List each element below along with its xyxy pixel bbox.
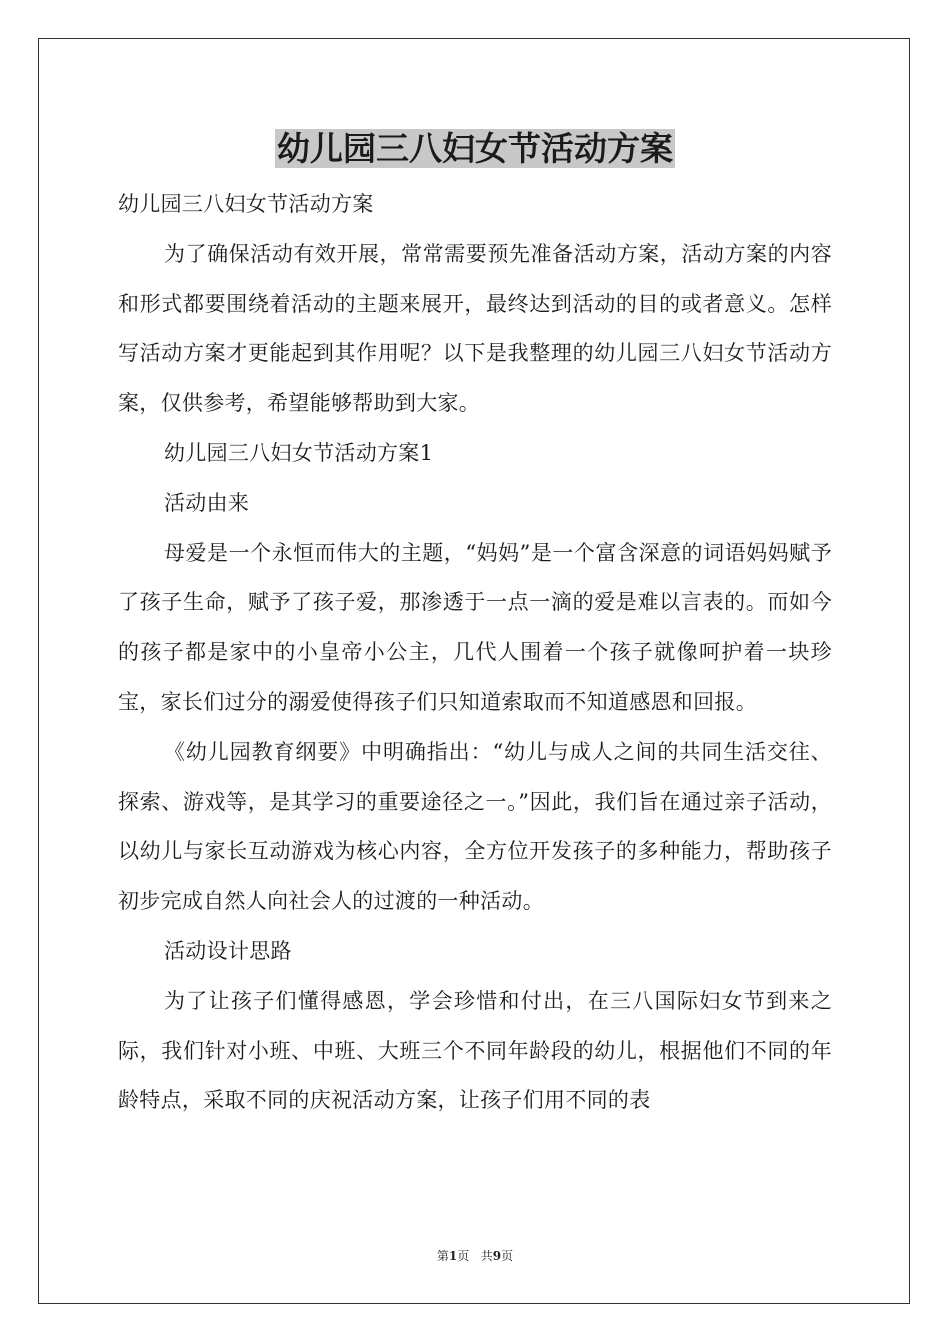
total-prefix: 共 (480, 1249, 493, 1263)
section-heading-design: 活动设计思路 (164, 938, 292, 963)
section-heading-origin: 活动由来 (164, 490, 250, 515)
paragraph-intro: 为了确保活动有效开展，常常需要预先准备活动方案，活动方案的内容和形式都要围绕着活动的主题来展开，最终达到活动的目的或者意义。怎样写活动方案才更能起到其作用呢？以下是我整理的幼儿园三八妇女节活动方案，仅供参考，希望能够帮助到大家。 (118, 241, 832, 416)
total-unit: 页 (501, 1249, 514, 1263)
document-body (118, 120, 832, 1126)
document-title (118, 120, 832, 178)
paragraph-design-idea: 为了让孩子们懂得感恩，学会珍惜和付出，在三八国际妇女节到来之际，我们针对小班、中班、大班三个不同年龄段的幼儿，根据他们不同的年龄特点，采取不同的庆祝活动方案，让孩子们用不同的表 (118, 988, 832, 1113)
page-total: 9 (492, 1249, 502, 1263)
paragraph-motherly-love: 母爱是一个永恒而伟大的主题，“妈妈”是一个富含深意的词语妈妈赋予了孩子生命，赋予了孩子爱，那渗透于一点一滴的爱是难以言表的。而如今的孩子都是家中的小皇帝小公主，几代人围着一个孩子就像呵护着一块珍宝，家长们过分的溺爱使得孩子们只知道索取而不知道感恩和回报。 (118, 540, 832, 714)
document-title-text: 幼儿园三八妇女节活动方案 (277, 129, 673, 168)
paragraph-education-outline: 《幼儿园教育纲要》中明确指出：“幼儿与成人之间的共同生活交往、探索、游戏等，是其学习的重要途径之一。”因此，我们旨在通过亲子活动，以幼儿与家长互动游戏为核心内容，全方位开发孩子的多种能力，帮助孩子初步完成自然人向社会人的过渡的一种活动。 (118, 739, 832, 914)
page-unit: 页 (457, 1249, 470, 1263)
page-current: 1 (448, 1249, 458, 1263)
page-prefix: 第 (436, 1249, 449, 1263)
section-heading-plan-1: 幼儿园三八妇女节活动方案1 (164, 440, 434, 465)
page-footer (0, 1247, 950, 1264)
document-subtitle: 幼儿园三八妇女节活动方案 (118, 192, 374, 216)
